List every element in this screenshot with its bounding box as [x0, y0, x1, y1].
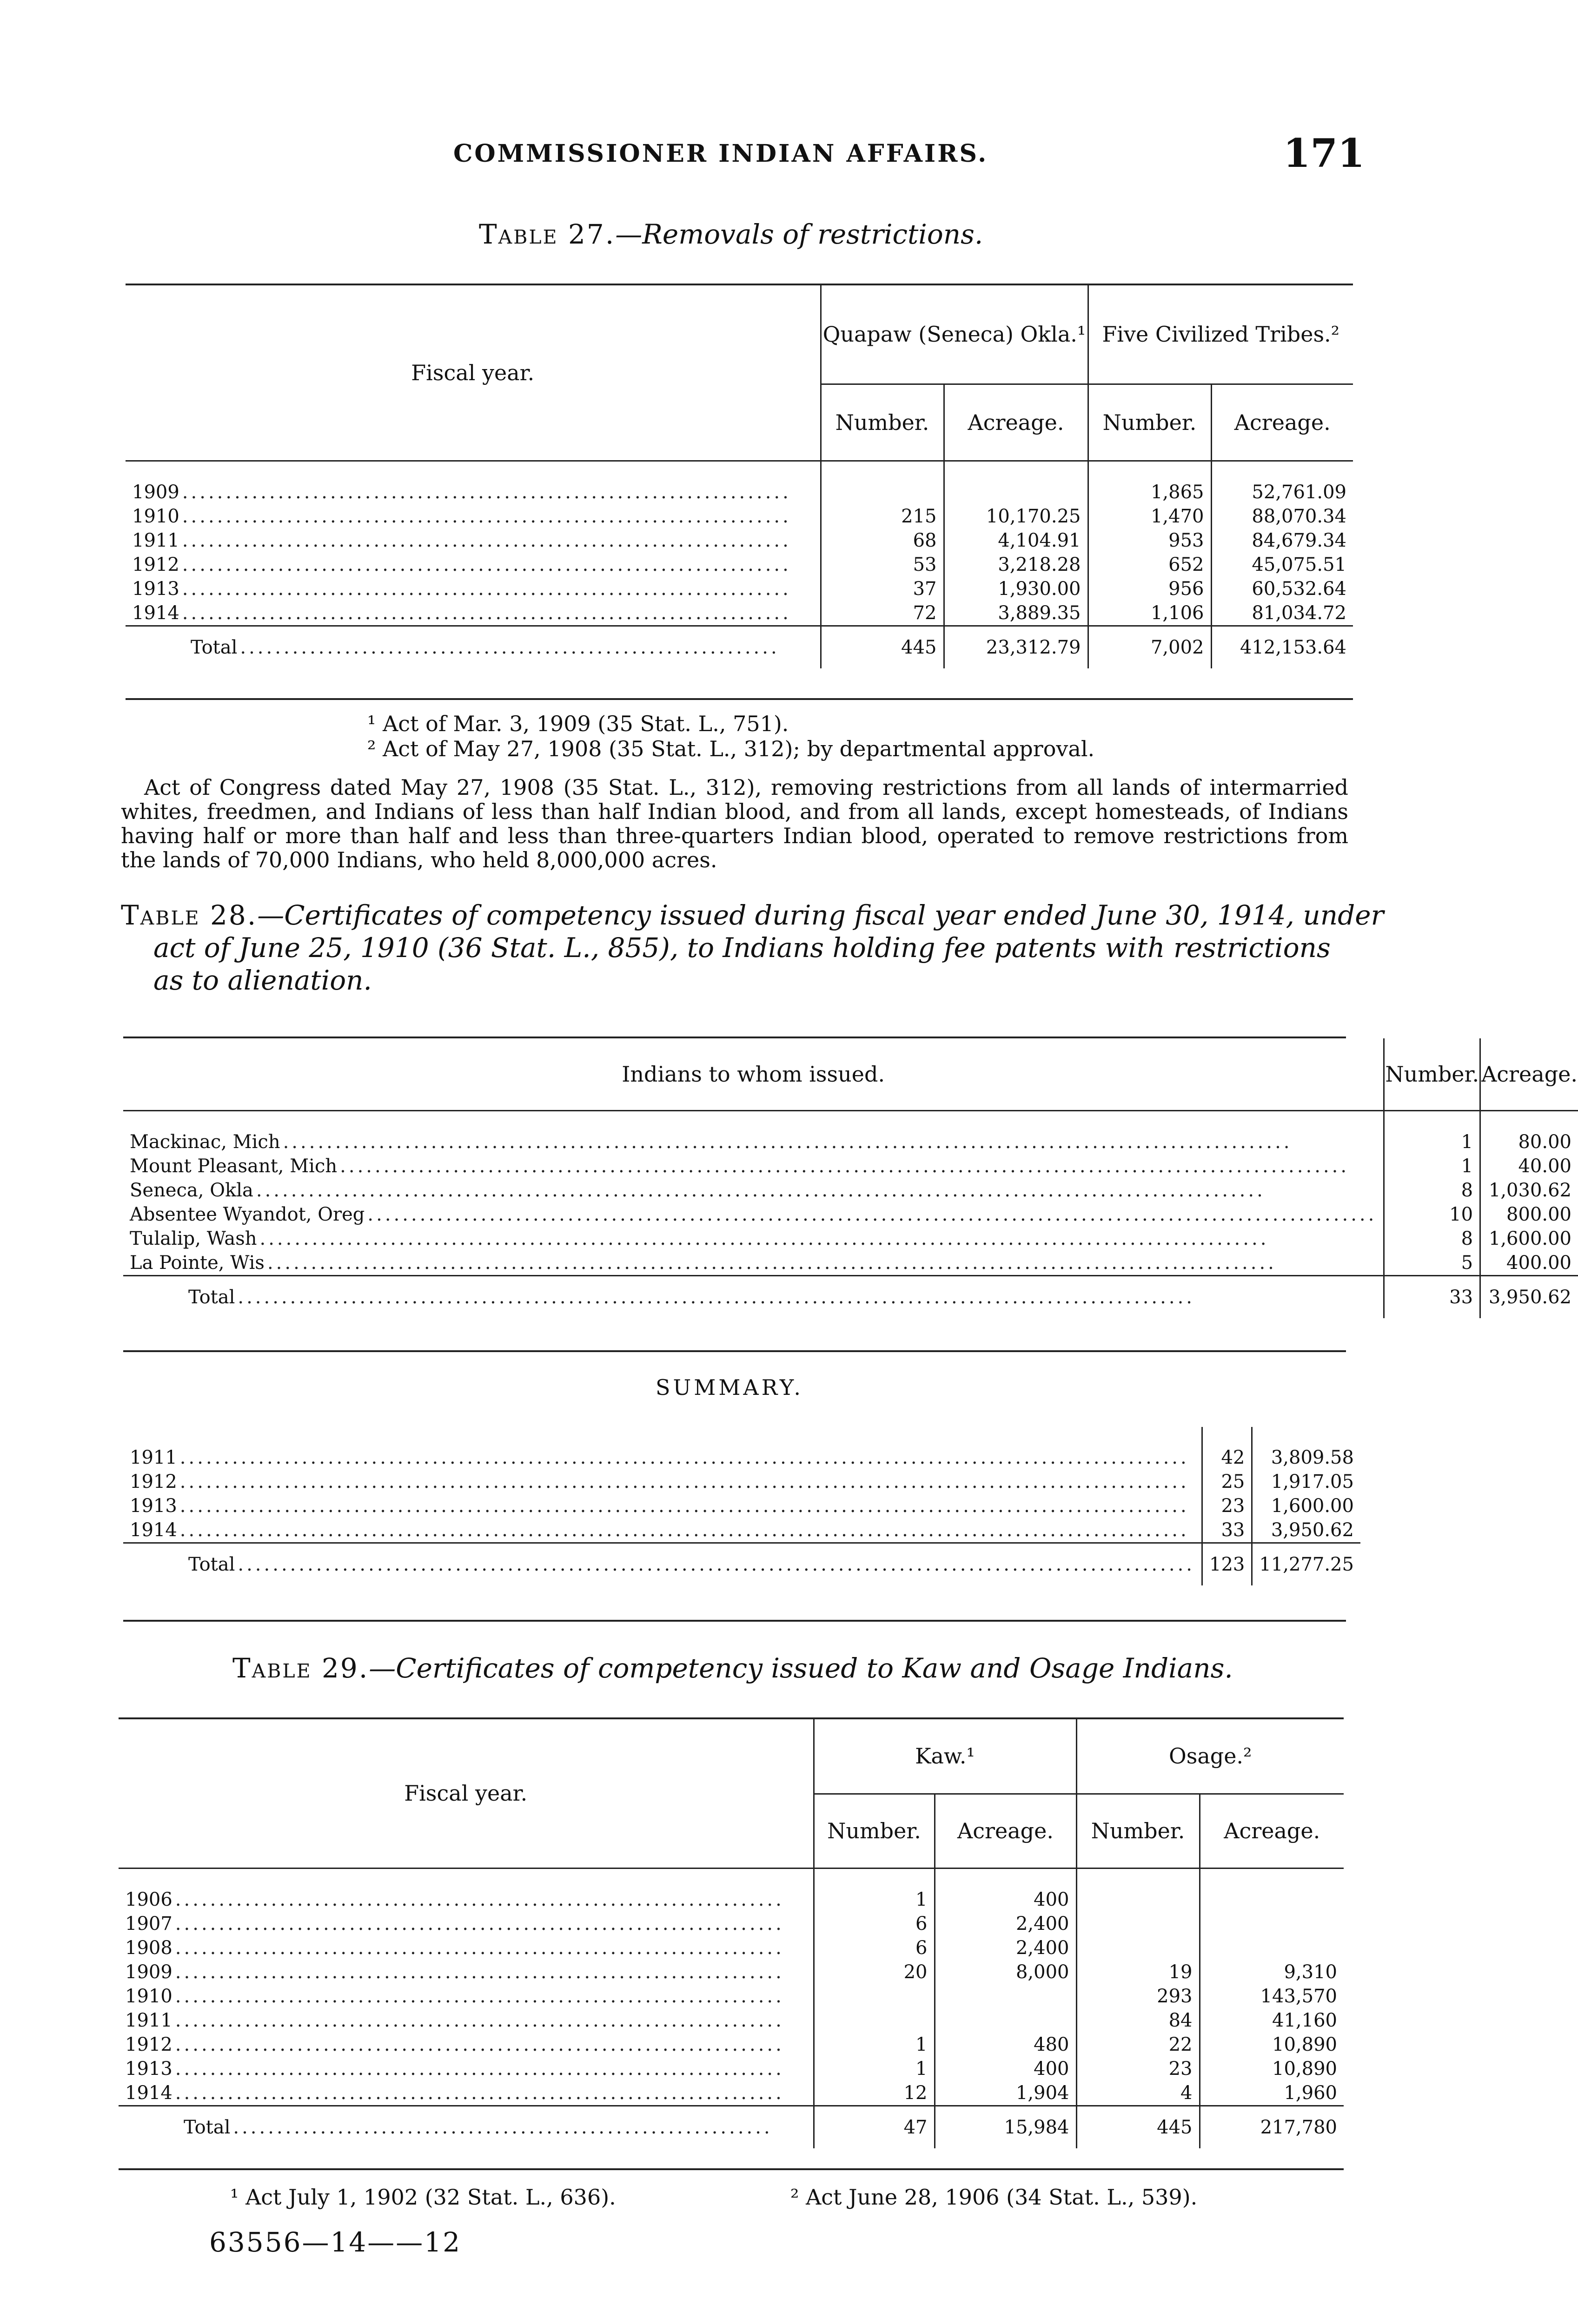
total-row: Total .............................................................................................................. 33 3,950.62	[123, 1275, 1578, 1318]
table29-col-number: Number.	[814, 1794, 935, 1868]
total-acreage: 11,277.25	[1252, 1543, 1360, 1586]
cell-acreage: 9,310	[1200, 1960, 1344, 1984]
row-year: 1912	[125, 2034, 175, 2055]
table-row: Seneca, Okla .................................................................................................................... 8 1,030.62	[123, 1178, 1578, 1202]
total-number: 445	[1076, 2106, 1200, 2148]
total-row: Total .............................................................. 47 15,984 445 217,780	[119, 2106, 1344, 2148]
cell-acreage	[1200, 1936, 1344, 1960]
total-acreage: 23,312.79	[944, 626, 1088, 668]
table27-group-quapaw: Quapaw (Seneca) Okla.¹	[821, 285, 1088, 384]
table-row: 1911 ...................................................................... 68 4,104.91 953 84,679.34	[126, 528, 1353, 553]
cell-number	[1076, 1888, 1200, 1912]
cell-number: 12	[814, 2081, 935, 2106]
table-row: Mount Pleasant, Mich .................................................................................................................... 1 40.00	[123, 1154, 1578, 1178]
table27-bottom-rule	[126, 698, 1353, 700]
row-year: 1907	[125, 1913, 175, 1934]
cell-acreage: 3,809.58	[1252, 1446, 1360, 1470]
table-row: La Pointe, Wis .................................................................................................................... 5 400.00	[123, 1251, 1578, 1276]
table27-caption: —Removals of restrictions.	[615, 218, 983, 250]
cell-acreage: 800.00	[1480, 1202, 1578, 1227]
cell-number: 1	[814, 1888, 935, 1912]
total-number: 47	[814, 2106, 935, 2148]
table29-label: Table 29.	[232, 1652, 369, 1684]
table27-label: Table 27.	[479, 218, 616, 250]
cell-acreage: 10,170.25	[944, 504, 1088, 528]
total-number: 445	[821, 626, 944, 668]
cell-number: 1	[814, 2057, 935, 2081]
table28-bottom-rule	[123, 1620, 1346, 1622]
cell-acreage: 400	[935, 2057, 1076, 2081]
row-name: Absentee Wyandot, Oreg	[130, 1204, 367, 1225]
cell-number: 5	[1384, 1251, 1480, 1276]
total-label: Total	[184, 2117, 233, 2138]
table-row: 1909 ...................................................................... 1,865 52,761.09	[126, 480, 1353, 504]
cell-number: 1	[1384, 1154, 1480, 1178]
table28-summary	[123, 1427, 1360, 1585]
cell-number: 4	[1076, 2081, 1200, 2106]
cell-number: 215	[821, 504, 944, 528]
cell-number: 293	[1076, 1984, 1200, 2008]
cell-number: 20	[814, 1960, 935, 1984]
total-row: Total .............................................................. 445 23,312.79 7,002 412,153.64	[126, 626, 1353, 668]
row-year: 1911	[132, 530, 182, 551]
cell-number: 10	[1384, 1202, 1480, 1227]
cell-acreage	[1200, 1888, 1344, 1912]
cell-acreage: 10,890	[1200, 2057, 1344, 2081]
cell-number: 53	[821, 553, 944, 577]
row-year: 1914	[125, 2082, 175, 2104]
table-row: Mackinac, Mich .................................................................................................................... 1 80.00	[123, 1130, 1578, 1154]
cell-acreage: 80.00	[1480, 1130, 1578, 1154]
cell-acreage	[944, 480, 1088, 504]
table-row: 1912 .................................................................................................................... 25 1,917.05	[123, 1470, 1360, 1494]
cell-number: 953	[1088, 528, 1211, 553]
table29-footnote-2: ² Act June 28, 1906 (34 Stat. L., 539).	[790, 2185, 1198, 2210]
table28-mid-rule	[123, 1350, 1346, 1352]
cell-acreage: 8,000	[935, 1960, 1076, 1984]
table28-caption-3: as to alienation.	[153, 964, 372, 996]
row-name: La Pointe, Wis	[130, 1252, 267, 1274]
table-row: 1914 ...................................................................... 72 3,889.35 1,106 81,034.72	[126, 601, 1353, 626]
cell-number	[1076, 1936, 1200, 1960]
table-row: 1913 ...................................................................... 1 400 23 10,890	[119, 2057, 1344, 2081]
cell-acreage: 4,104.91	[944, 528, 1088, 553]
cell-number: 956	[1088, 577, 1211, 601]
cell-number: 8	[1384, 1227, 1480, 1251]
cell-acreage: 10,890	[1200, 2033, 1344, 2057]
cell-acreage: 81,034.72	[1211, 601, 1353, 626]
table27-col-acreage: Acreage.	[1211, 384, 1353, 461]
table29-group-osage: Osage.²	[1076, 1719, 1344, 1794]
cell-acreage: 2,400	[935, 1912, 1076, 1936]
table27-col-number: Number.	[1088, 384, 1211, 461]
table-row: 1907 ...................................................................... 6 2,400	[119, 1912, 1344, 1936]
table28-title-line3	[153, 964, 372, 996]
cell-number: 1	[1384, 1130, 1480, 1154]
act-of-congress-paragraph: Act of Congress dated May 27, 1908 (35 Stat. L., 312), removing restrictions from all lands of intermarried whites, freedmen, and Indians of less than half Indian blood, and from all lands, except homesteads, of Indians having half or more than half and less than three-quarters Indian blood, operated to remove restrictions from the lands of 70,000 Indians, who held 8,000,000 acres.	[121, 775, 1348, 872]
row-name: Seneca, Okla	[130, 1180, 256, 1201]
cell-acreage	[935, 2008, 1076, 2033]
cell-number: 42	[1202, 1446, 1252, 1470]
table29-col-acreage: Acreage.	[935, 1794, 1076, 1868]
cell-acreage: 3,218.28	[944, 553, 1088, 577]
table-row: 1914 ...................................................................... 12 1,904 4 1,960	[119, 2081, 1344, 2106]
summary-heading: SUMMARY.	[656, 1375, 803, 1400]
cell-acreage: 1,917.05	[1252, 1470, 1360, 1494]
row-year: 1911	[130, 1447, 180, 1468]
row-year: 1913	[125, 2058, 175, 2080]
table27-col-acreage: Acreage.	[944, 384, 1088, 461]
page-number: 171	[1283, 130, 1365, 176]
cell-number: 8	[1384, 1178, 1480, 1202]
table-row: 1910 ...................................................................... 215 10,170.25 1,470 88,070.34	[126, 504, 1353, 528]
table-row: 1906 ...................................................................... 1 400	[119, 1888, 1344, 1912]
total-row: Total .............................................................................................................. 123 11,277.25	[123, 1543, 1360, 1586]
cell-number	[1076, 1912, 1200, 1936]
cell-acreage: 1,960	[1200, 2081, 1344, 2106]
table-row: 1913 .................................................................................................................... 23 1,600.00	[123, 1494, 1360, 1518]
cell-acreage: 3,950.62	[1252, 1518, 1360, 1543]
total-label: Total	[191, 637, 240, 658]
table-row: 1910 ...................................................................... 293 143,570	[119, 1984, 1344, 2008]
table27-footnote-2: ² Act of May 27, 1908 (35 Stat. L., 312); by departmental approval.	[367, 736, 1095, 761]
cell-acreage: 60,532.64	[1211, 577, 1353, 601]
table28-col-number: Number.	[1384, 1038, 1480, 1110]
cell-acreage: 1,030.62	[1480, 1178, 1578, 1202]
table-row: Tulalip, Wash .................................................................................................................... 8 1,600.00	[123, 1227, 1578, 1251]
row-year: 1914	[132, 602, 182, 624]
table29	[119, 1719, 1344, 2148]
cell-acreage: 1,904	[935, 2081, 1076, 2106]
cell-number: 1,470	[1088, 504, 1211, 528]
table27-stub-header: Fiscal year.	[126, 285, 821, 461]
cell-acreage: 1,600.00	[1480, 1227, 1578, 1251]
table28-col-acreage: Acreage.	[1480, 1038, 1578, 1110]
row-year: 1909	[132, 482, 182, 503]
cell-number: 19	[1076, 1960, 1200, 1984]
row-year: 1912	[130, 1471, 180, 1492]
table29-col-number: Number.	[1076, 1794, 1200, 1868]
printer-imprint: 63556—14——12	[209, 2226, 462, 2258]
table27-col-number: Number.	[821, 384, 944, 461]
cell-acreage: 1,600.00	[1252, 1494, 1360, 1518]
cell-number	[821, 480, 944, 504]
table29-stub-header: Fiscal year.	[119, 1719, 814, 1868]
table-row: 1914 .................................................................................................................... 33 3,950.62	[123, 1518, 1360, 1543]
cell-acreage: 2,400	[935, 1936, 1076, 1960]
cell-acreage: 52,761.09	[1211, 480, 1353, 504]
cell-number: 33	[1202, 1518, 1252, 1543]
cell-number: 6	[814, 1912, 935, 1936]
cell-number	[814, 2008, 935, 2033]
cell-number: 25	[1202, 1470, 1252, 1494]
table28	[123, 1038, 1578, 1318]
cell-acreage	[1200, 1912, 1344, 1936]
cell-number: 652	[1088, 553, 1211, 577]
cell-acreage: 1,930.00	[944, 577, 1088, 601]
table-row: 1912 ...................................................................... 1 480 22 10,890	[119, 2033, 1344, 2057]
cell-acreage: 45,075.51	[1211, 553, 1353, 577]
total-number: 33	[1384, 1275, 1480, 1318]
row-year: 1909	[125, 1961, 175, 1983]
table27-footnote-1: ¹ Act of Mar. 3, 1909 (35 Stat. L., 751).	[367, 711, 789, 736]
cell-acreage: 143,570	[1200, 1984, 1344, 2008]
table-row: 1912 ...................................................................... 53 3,218.28 652 45,075.51	[126, 553, 1353, 577]
row-year: 1913	[130, 1495, 180, 1517]
total-number: 123	[1202, 1543, 1252, 1586]
table-row: 1911 ...................................................................... 84 41,160	[119, 2008, 1344, 2033]
total-acreage: 15,984	[935, 2106, 1076, 2148]
table29-col-acreage: Acreage.	[1200, 1794, 1344, 1868]
total-acreage: 3,950.62	[1480, 1275, 1578, 1318]
cell-acreage: 400	[935, 1888, 1076, 1912]
table-row: 1913 ...................................................................... 37 1,930.00 956 60,532.64	[126, 577, 1353, 601]
cell-acreage: 41,160	[1200, 2008, 1344, 2033]
table29-title	[232, 1652, 1233, 1684]
cell-number: 1	[814, 2033, 935, 2057]
total-label: Total	[188, 1554, 238, 1575]
cell-number: 84	[1076, 2008, 1200, 2033]
table27-title	[479, 218, 983, 250]
row-year: 1913	[132, 578, 182, 600]
table28-label: Table 28.	[121, 899, 258, 931]
table27-group-five-tribes: Five Civilized Tribes.²	[1088, 285, 1353, 384]
table-row: 1911 .................................................................................................................... 42 3,809.58	[123, 1446, 1360, 1470]
table28-caption-2: act of June 25, 1910 (36 Stat. L., 855), to Indians holding fee patents with restrictions	[153, 932, 1331, 964]
cell-acreage: 480	[935, 2033, 1076, 2057]
table28-title-line2	[153, 932, 1331, 964]
row-name: Mackinac, Mich	[130, 1131, 283, 1153]
table29-caption: —Certificates of competency issued to Kaw and Osage Indians.	[369, 1652, 1233, 1684]
total-acreage: 412,153.64	[1211, 626, 1353, 668]
total-acreage: 217,780	[1200, 2106, 1344, 2148]
total-number: 7,002	[1088, 626, 1211, 668]
table-row: Absentee Wyandot, Oreg .................................................................................................................... 10 800.00	[123, 1202, 1578, 1227]
row-year: 1908	[125, 1937, 175, 1959]
cell-acreage: 84,679.34	[1211, 528, 1353, 553]
table29-bottom-rule	[119, 2168, 1344, 2170]
cell-number: 22	[1076, 2033, 1200, 2057]
cell-number: 23	[1076, 2057, 1200, 2081]
table29-group-kaw: Kaw.¹	[814, 1719, 1076, 1794]
table-row: 1909 ...................................................................... 20 8,000 19 9,310	[119, 1960, 1344, 1984]
cell-number: 37	[821, 577, 944, 601]
cell-number: 6	[814, 1936, 935, 1960]
total-label: Total	[188, 1287, 238, 1308]
cell-acreage: 3,889.35	[944, 601, 1088, 626]
row-year: 1911	[125, 2010, 175, 2031]
row-year: 1910	[132, 506, 182, 527]
cell-acreage: 40.00	[1480, 1154, 1578, 1178]
running-title: COMMISSIONER INDIAN AFFAIRS.	[453, 139, 988, 168]
cell-number: 23	[1202, 1494, 1252, 1518]
cell-acreage: 88,070.34	[1211, 504, 1353, 528]
cell-number: 1,106	[1088, 601, 1211, 626]
cell-acreage	[935, 1984, 1076, 2008]
row-name: Tulalip, Wash	[130, 1228, 259, 1249]
row-year: 1912	[132, 554, 182, 575]
cell-acreage: 400.00	[1480, 1251, 1578, 1276]
row-name: Mount Pleasant, Mich	[130, 1155, 340, 1177]
cell-number: 68	[821, 528, 944, 553]
table28-title-line1	[121, 899, 1384, 931]
row-year: 1906	[125, 1889, 175, 1910]
cell-number: 1,865	[1088, 480, 1211, 504]
row-year: 1914	[130, 1519, 180, 1541]
table28-stub-header: Indians to whom issued.	[123, 1038, 1384, 1110]
cell-number	[814, 1984, 935, 2008]
table28-caption-1: —Certificates of competency issued during fiscal year ended June 30, 1914, under	[257, 899, 1384, 931]
table29-footnote-1: ¹ Act July 1, 1902 (32 Stat. L., 636).	[230, 2185, 616, 2210]
table-row: 1908 ...................................................................... 6 2,400	[119, 1936, 1344, 1960]
row-year: 1910	[125, 1986, 175, 2007]
table27	[126, 285, 1353, 668]
cell-number: 72	[821, 601, 944, 626]
